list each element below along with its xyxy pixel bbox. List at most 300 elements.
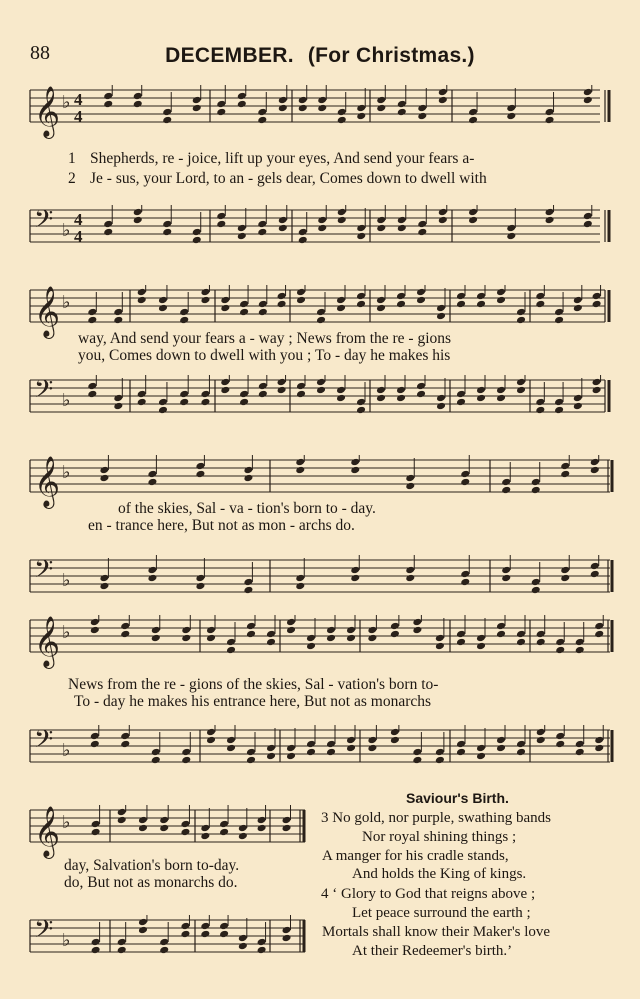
note-head	[436, 402, 446, 411]
note-head	[396, 386, 406, 395]
note-head	[468, 216, 478, 225]
note-head	[460, 478, 470, 487]
note-head	[456, 300, 466, 309]
stanza-line: Nor royal shining things ;	[362, 829, 517, 845]
note-head	[286, 752, 296, 761]
note-head	[376, 216, 386, 225]
note-head	[257, 946, 267, 955]
note-head	[560, 574, 570, 583]
note-head	[592, 300, 602, 309]
lyric-line: day, Salvation's born to-day.	[64, 857, 240, 874]
note-head	[594, 744, 604, 753]
note-head	[501, 478, 511, 487]
note-head	[257, 220, 267, 229]
note-head	[476, 634, 486, 643]
note-head	[138, 926, 148, 935]
note-head	[219, 922, 229, 931]
note-head	[460, 578, 470, 587]
note-head	[120, 622, 130, 631]
note-head	[298, 96, 308, 105]
note-head	[103, 220, 113, 229]
note-head	[397, 100, 407, 109]
note-head	[138, 918, 148, 927]
time-signature-top: 4	[74, 90, 83, 109]
note-head	[206, 728, 216, 737]
note-head	[103, 92, 113, 101]
note-head	[356, 406, 366, 415]
note-head	[181, 634, 191, 643]
note-head	[506, 104, 516, 113]
note-head	[396, 292, 406, 301]
time-signature-bottom: 4	[74, 107, 83, 126]
note-head	[545, 116, 555, 125]
note-head	[516, 378, 526, 387]
note-head	[531, 478, 541, 487]
note-head	[316, 308, 326, 317]
stanza-line: Let peace surround the earth ;	[352, 905, 531, 921]
note-head	[496, 736, 506, 745]
note-head	[91, 938, 101, 947]
note-head	[460, 470, 470, 479]
note-head	[476, 292, 486, 301]
note-head	[456, 638, 466, 647]
note-head	[257, 116, 267, 125]
note-head	[257, 228, 267, 237]
note-head	[336, 386, 346, 395]
note-head	[376, 394, 386, 403]
note-head	[367, 744, 377, 753]
note-head	[326, 740, 336, 749]
note-head	[583, 220, 593, 229]
bass-staff-system-1	[0, 205, 640, 265]
note-head	[516, 740, 526, 749]
note-head	[103, 228, 113, 237]
flat-icon: ♭	[62, 930, 71, 951]
note-head	[555, 638, 565, 647]
note-head	[336, 296, 346, 305]
note-head	[405, 482, 415, 491]
note-head	[113, 394, 123, 403]
note-head	[296, 288, 306, 297]
note-head	[159, 938, 169, 947]
note-head	[162, 228, 172, 237]
note-head	[195, 582, 205, 591]
note-head	[555, 732, 565, 741]
note-head	[192, 96, 202, 105]
note-head	[376, 386, 386, 395]
note-head	[113, 402, 123, 411]
note-head	[337, 216, 347, 225]
note-head	[337, 116, 347, 125]
note-head	[286, 744, 296, 753]
note-head	[506, 112, 516, 121]
note-head	[390, 622, 400, 631]
note-head	[91, 820, 101, 829]
treble-staff-system-5	[0, 805, 320, 865]
note-head	[296, 382, 306, 391]
note-head	[226, 638, 236, 647]
bass-clef-icon: 𝄢	[34, 915, 54, 950]
note-head	[113, 308, 123, 317]
note-head	[412, 618, 422, 627]
note-head	[216, 108, 226, 117]
note-head	[257, 938, 267, 947]
note-head	[278, 224, 288, 233]
note-head	[456, 740, 466, 749]
stanza-line: And holds the King of kings.	[352, 866, 527, 882]
note-head	[476, 300, 486, 309]
note-head	[592, 386, 602, 395]
note-head	[99, 582, 109, 591]
bass-clef-icon: 𝄢	[34, 555, 54, 590]
note-head	[117, 816, 127, 825]
note-head	[179, 398, 189, 407]
note-head	[238, 934, 248, 943]
note-head	[117, 946, 127, 955]
note-head	[535, 406, 545, 415]
note-head	[137, 296, 147, 305]
note-head	[296, 296, 306, 305]
note-head	[476, 752, 486, 761]
note-head	[496, 394, 506, 403]
note-head	[220, 296, 230, 305]
note-head	[356, 398, 366, 407]
note-head	[390, 728, 400, 737]
note-head	[192, 104, 202, 113]
note-head	[456, 630, 466, 639]
note-head	[438, 88, 448, 97]
note-head	[336, 304, 346, 313]
note-head	[220, 304, 230, 313]
bass-clef-icon: 𝄢	[34, 205, 54, 240]
note-head	[590, 562, 600, 571]
hymn-title	[0, 44, 640, 68]
note-head	[506, 224, 516, 233]
note-head	[226, 646, 236, 655]
note-head	[396, 394, 406, 403]
note-head	[516, 316, 526, 325]
note-head	[200, 398, 210, 407]
flat-icon: ♭	[62, 390, 71, 411]
note-head	[239, 308, 249, 317]
note-head	[476, 744, 486, 753]
note-head	[356, 232, 366, 241]
note-head	[594, 630, 604, 639]
note-head	[246, 748, 256, 757]
note-head	[306, 634, 316, 643]
note-head	[306, 642, 316, 651]
note-head	[237, 100, 247, 109]
note-head	[216, 212, 226, 221]
note-head	[468, 116, 478, 125]
note-head	[476, 386, 486, 395]
note-head	[560, 462, 570, 471]
note-head	[575, 748, 585, 757]
note-head	[476, 642, 486, 651]
note-head	[237, 92, 247, 101]
note-head	[159, 946, 169, 955]
note-head	[436, 312, 446, 321]
note-head	[376, 296, 386, 305]
flat-icon: ♭	[62, 570, 71, 591]
lyric-line: do, But not as monarchs do.	[64, 874, 238, 891]
note-head	[133, 208, 143, 217]
note-head	[206, 634, 216, 643]
note-head	[286, 618, 296, 627]
note-head	[282, 926, 292, 935]
lyric-line	[68, 150, 474, 168]
note-head	[535, 300, 545, 309]
flat-icon: ♭	[62, 220, 71, 241]
note-head	[266, 752, 276, 761]
note-head	[417, 112, 427, 121]
note-head	[257, 816, 267, 825]
note-head	[195, 574, 205, 583]
note-head	[326, 626, 336, 635]
note-head	[243, 474, 253, 483]
note-head	[179, 308, 189, 317]
note-head	[436, 394, 446, 403]
note-head	[216, 100, 226, 109]
note-head	[516, 308, 526, 317]
note-head	[298, 236, 308, 245]
note-head	[531, 486, 541, 495]
note-head	[573, 296, 583, 305]
note-head	[516, 630, 526, 639]
note-head	[390, 630, 400, 639]
note-head	[159, 824, 169, 833]
note-head	[200, 288, 210, 297]
note-head	[239, 300, 249, 309]
note-head	[99, 574, 109, 583]
note-head	[133, 100, 143, 109]
note-head	[298, 104, 308, 113]
note-head	[295, 466, 305, 475]
lyric-line: To - day he makes his entrance here, But not as monarchs	[74, 693, 432, 710]
note-head	[117, 938, 127, 947]
note-head	[356, 112, 366, 121]
note-head	[317, 96, 327, 105]
note-head	[138, 816, 148, 825]
note-head	[350, 566, 360, 575]
note-head	[554, 316, 564, 325]
note-head	[417, 220, 427, 229]
note-head	[226, 744, 236, 753]
note-head	[516, 748, 526, 757]
note-head	[594, 736, 604, 745]
note-head	[151, 756, 161, 765]
note-head	[350, 574, 360, 583]
note-head	[536, 728, 546, 737]
note-head	[545, 216, 555, 225]
note-head	[216, 220, 226, 229]
note-head	[555, 646, 565, 655]
stanza-line: 4 ‘ Glory to God that reigns above ;	[321, 886, 536, 902]
note-head	[295, 574, 305, 583]
note-head	[258, 382, 268, 391]
note-head	[243, 578, 253, 587]
note-head	[200, 824, 210, 833]
note-head	[583, 212, 593, 221]
note-head	[316, 386, 326, 395]
note-head	[337, 108, 347, 117]
note-head	[390, 736, 400, 745]
note-head	[496, 288, 506, 297]
note-head	[583, 96, 593, 105]
note-head	[346, 736, 356, 745]
note-head	[192, 236, 202, 245]
lyric-line: of the skies, Sal - va - tion's born to - day.	[118, 500, 376, 517]
note-head	[278, 104, 288, 113]
note-head	[87, 390, 97, 399]
note-head	[200, 390, 210, 399]
note-head	[416, 382, 426, 391]
note-head	[200, 296, 210, 305]
note-head	[296, 390, 306, 399]
note-head	[367, 634, 377, 643]
note-head	[397, 216, 407, 225]
note-head	[456, 292, 466, 301]
note-head	[456, 390, 466, 399]
note-head	[590, 466, 600, 475]
note-head	[219, 820, 229, 829]
note-head	[350, 466, 360, 475]
hymn-subtitle: (For Christmas.)	[307, 44, 475, 67]
note-head	[326, 634, 336, 643]
treble-clef-icon: 𝄞	[34, 286, 61, 337]
note-head	[181, 626, 191, 635]
note-head	[317, 216, 327, 225]
note-head	[560, 566, 570, 575]
lyric-line	[68, 170, 487, 188]
treble-clef-icon: 𝄞	[34, 86, 61, 137]
flat-icon: ♭	[62, 622, 71, 643]
note-head	[412, 748, 422, 757]
page-number: 88	[30, 42, 50, 64]
note-head	[278, 96, 288, 105]
note-head	[535, 398, 545, 407]
note-head	[162, 116, 172, 125]
note-head	[246, 622, 256, 631]
note-head	[590, 570, 600, 579]
note-head	[545, 108, 555, 117]
note-head	[405, 474, 415, 483]
verse-text: Je - sus, your Lord, to an - gels dear, Comes down to dwell with	[90, 170, 487, 187]
note-head	[151, 748, 161, 757]
note-head	[531, 586, 541, 595]
bass-staff-system-3	[0, 555, 640, 615]
note-head	[397, 108, 407, 117]
note-head	[435, 748, 445, 757]
note-head	[219, 828, 229, 837]
note-head	[506, 232, 516, 241]
note-head	[120, 732, 130, 741]
note-head	[496, 296, 506, 305]
note-head	[158, 406, 168, 415]
note-head	[416, 288, 426, 297]
verse-number: 2	[68, 170, 76, 187]
note-head	[531, 578, 541, 587]
note-head	[376, 224, 386, 233]
note-head	[282, 824, 292, 833]
note-head	[356, 104, 366, 113]
note-head	[117, 808, 127, 817]
note-head	[220, 386, 230, 395]
note-head	[438, 208, 448, 217]
note-head	[246, 756, 256, 765]
note-head	[113, 316, 123, 325]
note-head	[417, 228, 427, 237]
note-head	[435, 642, 445, 651]
note-head	[376, 104, 386, 113]
note-head	[560, 470, 570, 479]
note-head	[295, 582, 305, 591]
note-head	[376, 96, 386, 105]
note-head	[456, 398, 466, 407]
note-head	[179, 316, 189, 325]
note-head	[87, 316, 97, 325]
lyric-line: you, Comes down to dwell with you ; To - day he makes his	[78, 347, 451, 364]
note-head	[476, 394, 486, 403]
note-head	[405, 574, 415, 583]
note-head	[282, 816, 292, 825]
note-head	[592, 378, 602, 387]
note-head	[181, 748, 191, 757]
note-head	[151, 626, 161, 635]
note-head	[258, 308, 268, 317]
note-head	[583, 88, 593, 97]
note-head	[200, 832, 210, 841]
note-head	[99, 466, 109, 475]
note-head	[246, 630, 256, 639]
note-head	[147, 478, 157, 487]
note-head	[238, 942, 248, 951]
note-head	[258, 300, 268, 309]
note-head	[468, 208, 478, 217]
note-head	[219, 930, 229, 939]
note-head	[258, 390, 268, 399]
note-head	[516, 638, 526, 647]
flat-icon: ♭	[62, 462, 71, 483]
treble-staff-system-4	[0, 615, 640, 675]
hymn-title-main: DECEMBER.	[165, 44, 294, 67]
note-head	[516, 386, 526, 395]
note-head	[237, 224, 247, 233]
stanza-line: Mortals shall know their Maker's love	[322, 924, 551, 940]
note-head	[238, 824, 248, 833]
note-head	[594, 622, 604, 631]
note-head	[356, 224, 366, 233]
note-head	[133, 92, 143, 101]
flat-icon: ♭	[62, 740, 71, 761]
lyric-line: en - trance here, But not as mon - archs do.	[88, 517, 355, 534]
note-head	[158, 296, 168, 305]
note-head	[90, 626, 100, 635]
note-head	[356, 292, 366, 301]
note-head	[456, 748, 466, 757]
note-head	[536, 638, 546, 647]
bass-clef-icon: 𝄢	[34, 725, 54, 760]
note-head	[317, 104, 327, 113]
note-head	[346, 634, 356, 643]
note-head	[158, 398, 168, 407]
stanza-line: 3 No gold, nor purple, swathing bands	[321, 810, 551, 826]
note-head	[306, 748, 316, 757]
note-head	[295, 458, 305, 467]
note-head	[367, 736, 377, 745]
note-head	[90, 618, 100, 627]
note-head	[147, 574, 157, 583]
